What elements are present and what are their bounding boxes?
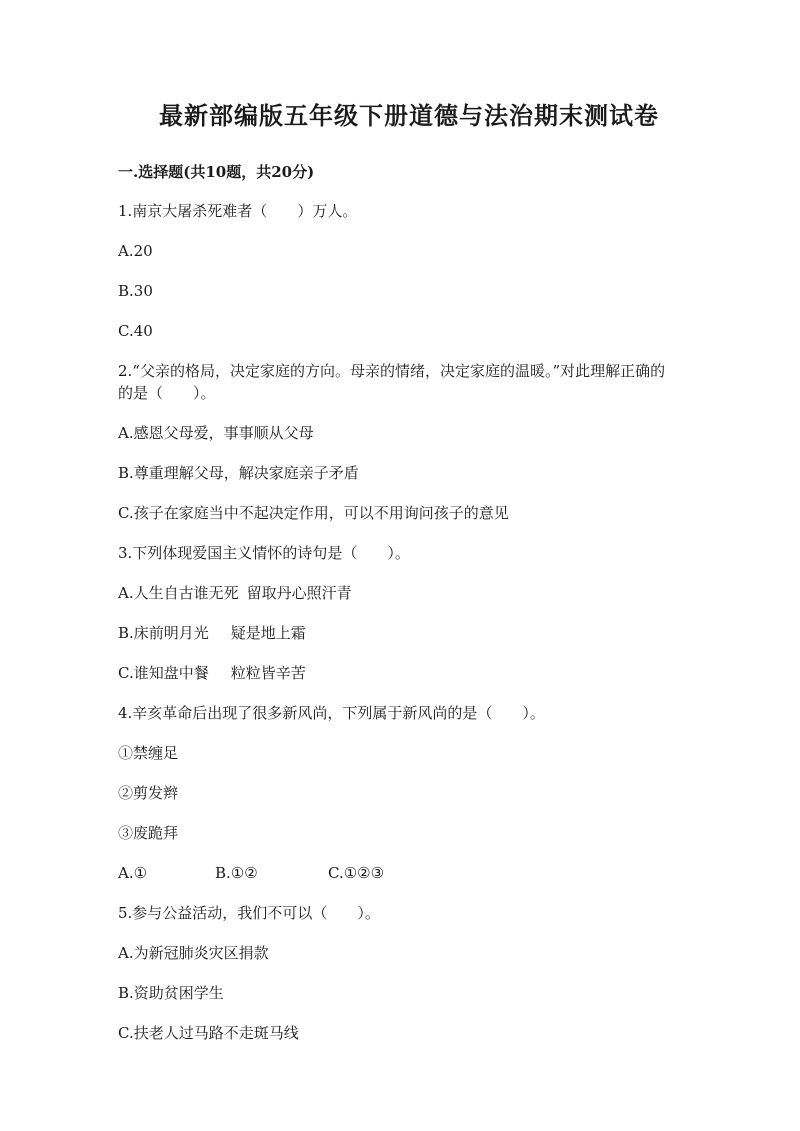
option-a: A.① (118, 864, 148, 882)
list-item: ②剪发辫 (118, 784, 179, 802)
option-c: C.①②③ (328, 864, 385, 882)
question-stem: 4.辛亥革命后出现了很多新风尚，下列属于新风尚的是（ ）。 (118, 704, 545, 722)
question-stem: 2.“父亲的格局，决定家庭的方向。母亲的情绪，决定家庭的温暖。”对此理解正确的的是（ ）。 (118, 362, 666, 402)
option-text: 疑是地上霜 (230, 624, 306, 642)
question-5 (118, 902, 700, 1044)
option-b (118, 622, 700, 644)
option-b: B.30 (118, 282, 153, 300)
options-row (118, 862, 700, 884)
option-c: C.孩子在家庭当中不起决定作用，可以不用询问孩子的意见 (118, 504, 509, 522)
option-text: 粒粒皆辛苦 (230, 664, 306, 682)
option-text: A.人生自古谁无死 (118, 584, 239, 602)
question-stem: 3.下列体现爱国主义情怀的诗句是（ ）。 (118, 544, 410, 562)
option-c: C.40 (118, 322, 153, 340)
list-item: ③废跪拜 (118, 824, 179, 842)
question-stem: 5.参与公益活动，我们不可以（ ）。 (118, 904, 380, 922)
option-text: B.床前明月光 (118, 624, 209, 642)
option-a: A.为新冠肺炎灾区捐款 (118, 944, 269, 962)
question-2 (118, 360, 700, 524)
option-text: C.谁知盘中餐 (118, 664, 209, 682)
section-heading: 一.选择题(共10题，共20分) (118, 163, 315, 181)
option-text: 留取丹心照汗青 (246, 584, 352, 602)
option-a (118, 582, 700, 604)
option-a: A.20 (118, 242, 153, 260)
option-b: B.尊重理解父母，解决家庭亲子矛盾 (118, 464, 359, 482)
option-b: B.资助贫困学生 (118, 984, 224, 1002)
document-title: 最新部编版五年级下册道德与法治期末测试卷 (159, 101, 659, 130)
question-1 (118, 200, 700, 342)
question-4 (118, 702, 700, 884)
question-3 (118, 542, 700, 684)
option-a: A.感恩父母爱，事事顺从父母 (118, 424, 314, 442)
option-c (118, 662, 700, 684)
option-c: C.扶老人过马路不走斑马线 (118, 1024, 299, 1042)
list-item: ①禁缠足 (118, 744, 179, 762)
option-b: B.①② (215, 864, 258, 882)
question-stem: 1.南京大屠杀死难者（ ）万人。 (118, 202, 358, 220)
